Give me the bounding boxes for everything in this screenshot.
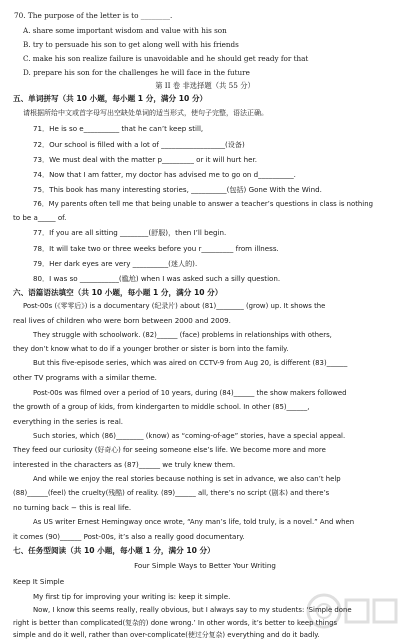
passage-line: the growth of a group of kids, from kindergarten to middle school. In other (85)______, <box>13 403 310 411</box>
item-74: 74．Now that I am fatter, my doctor has advised me to go on d__________. <box>33 170 296 179</box>
article-title: Four Simple Ways to Better Your Writing <box>134 561 276 570</box>
passage-line: no turning back − this is real life. <box>13 503 132 512</box>
passage-line: They feed our curiosity (好奇心) for seeing someone else’s life. We become more and more <box>13 446 326 454</box>
part-2-title: 第 II 卷 非选择题（共 55 分） <box>155 81 255 90</box>
item-76-cont: to be a_____ of. <box>13 213 67 222</box>
passage-line: Such stories, which (86)________ (know) as “coming-of-age” stories, have a special appeal. <box>33 432 346 440</box>
passage-line: Post-00s (《零零后》) is a documentary (纪录片) about (81)________ (grow) up. It shows the <box>23 302 326 310</box>
passage-line: it comes (90)______ Post-00s, it’s also a really good documentary. <box>13 532 245 541</box>
article-subhead: Keep It Simple <box>13 577 65 586</box>
item-80: 80．I was so ___________(尴尬) when I was asked such a silly question. <box>33 274 281 283</box>
passage-line: And while we enjoy the real stories because nothing is set in advance, we also can’t help <box>33 475 341 483</box>
item-79: 79．Her dark eyes are very __________(迷人的). <box>33 259 198 268</box>
passage-line: everything in the series is real. <box>13 417 124 426</box>
passage-line: They struggle with schoolwork. (82)______ (face) problems in relationships with others, <box>33 331 332 339</box>
item-76: 76．My parents often tell me that being unable to answer a teacher’s questions in class is nothing <box>33 200 373 208</box>
question-70-option-c: C. make his son realize failure is unavoidable and he should get ready for that <box>23 54 309 63</box>
article-line: simple and do it well, rather than over-complicate(使过分复杂) everything and do it badly. <box>13 631 320 639</box>
article-line: right is better than complicated(复杂的) done wrong.’ In other words, it’s better to keep things <box>13 619 338 627</box>
question-70-option-a: A. share some important wisdom and value with his son <box>23 26 227 35</box>
item-73: 73．We must deal with the matter p_________ or it will hurt her. <box>33 155 257 164</box>
passage-line: they don’t know what to do if a younger brother or sister is born into the family. <box>13 345 289 353</box>
question-70-option-b: B. try to persuade his son to get along well with his friends <box>23 40 239 49</box>
passage-line: interested in the characters as (87)______ we truly knew them. <box>13 460 236 469</box>
section-5-instruction: 请根据所给中文或首字母写出空缺处单词的适当形式，使句子完整，语法正确。 <box>23 109 268 117</box>
item-77: 77．If you are all sitting ________(舒服)，then I’ll begin. <box>33 228 227 237</box>
article-line: My first tip for improving your writing is: keep it simple. <box>33 592 231 601</box>
passage-line: Post-00s was filmed over a period of 10 years, during (84)______ the show makers followed <box>33 389 347 397</box>
question-70-option-d: D. prepare his son for the challenges he will face in the future <box>23 68 250 77</box>
section-7-title: 七、任务型阅读（共 10 小题，每小题 1 分，满分 10 分） <box>13 546 215 555</box>
article-line: Now, I know this seems really, really obvious, but I always say to my students: ‘Simple done <box>33 606 352 614</box>
watermark-logo-icon <box>304 588 404 634</box>
section-6-title: 六、语篇语法填空（共 10 小题，每小题 1 分，满分 10 分） <box>13 288 223 297</box>
passage-line: real lives of children who were born between 2000 and 2009. <box>13 316 231 325</box>
question-70-stem: 70. The purpose of the letter is to ________. <box>14 11 173 20</box>
item-71: 71．He is so e__________ that he can’t keep still, <box>33 124 204 133</box>
passage-line: (88)______(feel) the cruelty(残酷) of reality. (89)______ all, there’s no script (剧本) and there’s <box>13 489 330 497</box>
passage-line: other TV programs with a similar theme. <box>13 373 157 382</box>
item-78: 78．It will take two or three weeks before you r_________ from illness. <box>33 244 279 253</box>
passage-line: But this five-episode series, which was aired on CCTV-9 from Aug 20, is different (83)______ <box>33 359 348 367</box>
item-72: 72．Our school is filled with a lot of __________________(设备) <box>33 140 245 149</box>
item-75: 75．This book has many interesting stories, __________(包括) Gone With the Wind. <box>33 185 322 194</box>
passage-line: As US writer Ernest Hemingway once wrote, “Any man’s life, told truly, is a novel.” And when <box>33 518 355 526</box>
section-5-title: 五、单词拼写（共 10 小题，每小题 1 分，满分 10 分） <box>13 94 208 103</box>
